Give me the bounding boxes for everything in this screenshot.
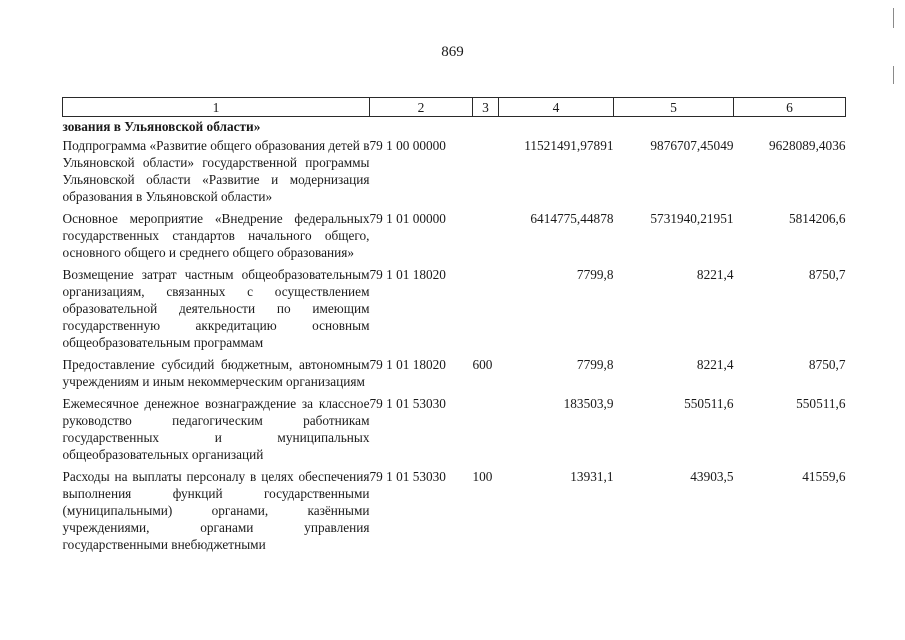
header-cell: 5 bbox=[614, 98, 734, 117]
row-amount-year3: 9628089,4036 bbox=[769, 138, 846, 153]
page-number: 869 bbox=[441, 44, 464, 60]
row-name: Основное мероприятие «Внедрение федеральных государственных стандартов начального общего, основного общего и среднего общего образования» bbox=[62, 211, 370, 260]
row-amount-year2: 8221,4 bbox=[696, 357, 734, 372]
row-amount-year2: 550511,6 bbox=[684, 396, 734, 411]
scan-edge-mark bbox=[893, 66, 894, 84]
row-amount-year3: 41559,6 bbox=[802, 469, 846, 484]
row-expense-type: 100 bbox=[472, 469, 493, 484]
row-amount-year1: 6414775,44878 bbox=[530, 211, 614, 226]
row-expense-type: 600 bbox=[472, 357, 493, 372]
row-amount-year1: 183503,9 bbox=[563, 396, 614, 411]
row-amount-year3: 8750,7 bbox=[808, 357, 846, 372]
row-code: 79 1 01 18020 bbox=[369, 357, 446, 372]
budget-table bbox=[62, 97, 846, 556]
row-amount-year1: 7799,8 bbox=[576, 267, 614, 282]
row-name: Расходы на выплаты персоналу в целях обеспечения выполнения функций государственными (муниципальными) органами, казёнными учреждениями, органами управления государственными внебюджетными bbox=[62, 469, 370, 552]
row-amount-year3: 8750,7 bbox=[808, 267, 846, 282]
section-heading: зования в Ульяновской области» bbox=[62, 119, 261, 134]
row-amount-year3: 5814206,6 bbox=[788, 211, 846, 226]
table-row bbox=[63, 135, 846, 208]
header-cell: 1 bbox=[63, 98, 370, 117]
row-code: 79 1 01 00000 bbox=[369, 211, 446, 226]
row-expense-type bbox=[473, 135, 499, 208]
header-row bbox=[63, 98, 846, 117]
table-row bbox=[63, 208, 846, 264]
table-row bbox=[63, 264, 846, 354]
row-name: Предоставление субсидий бюджетным, автономным учреждениям и иным некоммерческим организациям bbox=[62, 357, 370, 389]
row-code: 79 1 00 00000 bbox=[369, 138, 446, 153]
row-name: Возмещение затрат частным общеобразовательным организациям, связанных с осуществлением образовательной деятельности по имеющим государственную аккредитацию основным общеобразовательным программам bbox=[62, 267, 370, 350]
row-amount-year2: 43903,5 bbox=[690, 469, 734, 484]
row-amount-year1: 11521491,97891 bbox=[524, 138, 614, 153]
row-expense-type bbox=[473, 264, 499, 354]
row-amount-year3: 550511,6 bbox=[796, 396, 846, 411]
row-code: 79 1 01 53030 bbox=[369, 396, 446, 411]
row-amount-year2: 9876707,45049 bbox=[650, 138, 734, 153]
row-expense-type bbox=[473, 208, 499, 264]
table-row bbox=[63, 466, 846, 556]
row-code: 79 1 01 53030 bbox=[369, 469, 446, 484]
row-amount-year1: 13931,1 bbox=[570, 469, 614, 484]
row-code: 79 1 01 18020 bbox=[369, 267, 446, 282]
header-cell: 4 bbox=[499, 98, 614, 117]
section-heading-row bbox=[63, 117, 846, 136]
table-row bbox=[63, 354, 846, 393]
header-cell: 6 bbox=[734, 98, 846, 117]
header-cell: 3 bbox=[473, 98, 499, 117]
scan-edge-mark bbox=[893, 8, 894, 28]
row-amount-year2: 5731940,21951 bbox=[650, 211, 734, 226]
row-expense-type bbox=[473, 393, 499, 466]
table-row bbox=[63, 393, 846, 466]
row-name: Подпрограмма «Развитие общего образования детей в Ульяновской области» государственной программы Ульяновской области «Развитие и модернизация образования в Ульяновской области» bbox=[62, 138, 370, 204]
header-cell: 2 bbox=[370, 98, 473, 117]
row-amount-year1: 7799,8 bbox=[576, 357, 614, 372]
row-name: Ежемесячное денежное вознаграждение за классное руководство педагогическим работникам государственных и муниципальных общеобразовательных организаций bbox=[62, 396, 370, 462]
row-amount-year2: 8221,4 bbox=[696, 267, 734, 282]
